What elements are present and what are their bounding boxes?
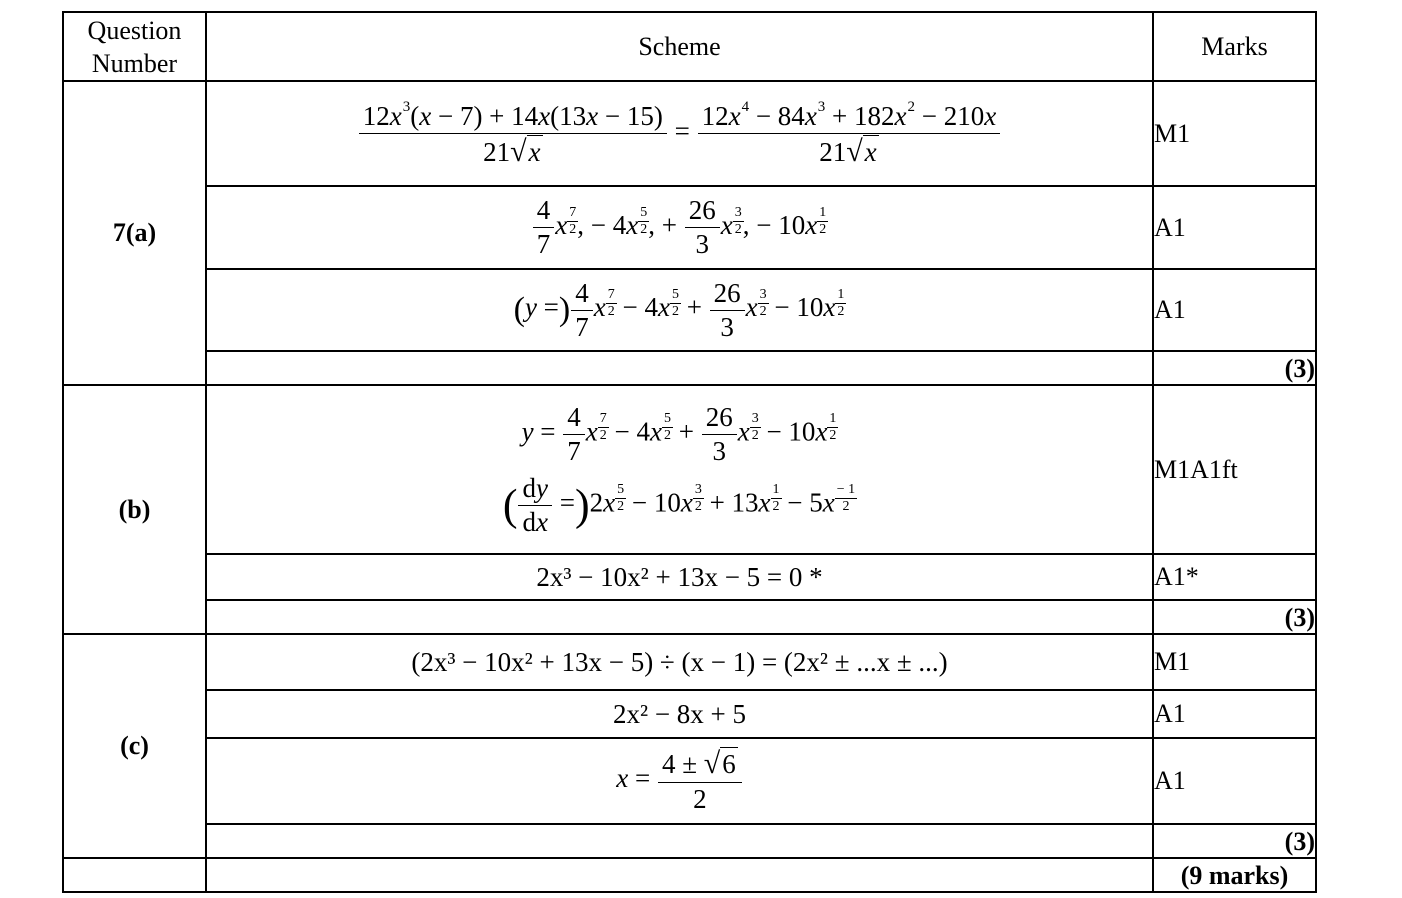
row-c2 — [63, 690, 1316, 738]
part-a-label: 7(a) — [63, 81, 206, 385]
total-a: (3) — [1153, 351, 1316, 385]
row-a2 — [63, 186, 1316, 269]
row-grand-total — [63, 858, 1316, 892]
mark-c1: M1 — [1153, 634, 1316, 690]
row-c-total — [63, 824, 1316, 858]
scheme-c1 — [206, 634, 1153, 690]
expression-c2: 2x² − 8x + 5 — [612, 698, 747, 729]
mark-a1: M1 — [1153, 81, 1316, 186]
scheme-a3 — [206, 269, 1153, 351]
header-row — [63, 12, 1316, 81]
expression-b2: ( $\frac{dy}{dx}$ =)2x $\frac{5}{2}$ − 10x $\frac{3}{2}$ + 13x $\frac{1}{2}$ − 5x $\frac{- 1}{2}$ — [502, 472, 856, 537]
row-a1 — [63, 81, 1316, 186]
row-a-total — [63, 351, 1316, 385]
mark-b1: M1A1ft — [1153, 385, 1316, 554]
marks-header: Marks — [1153, 12, 1316, 81]
scheme-c-blank — [206, 824, 1153, 858]
expression-b3: 2x³ − 10x² + 13x − 5 = 0 * — [536, 561, 823, 592]
grand-total: (9 marks) — [1153, 858, 1316, 892]
scheme-c3 — [206, 738, 1153, 824]
expression-c3: x = $\frac{4 \pm √6}{2}$ — [616, 763, 743, 793]
mark-scheme-table — [62, 11, 1317, 893]
expression-b1: y = $\frac{4}{7}$ x $\frac{7}{2}$ − 4x $\frac{5}{2}$ + $\frac{26}{3}$ x $\frac{3}{2}$ − 10x $\frac{1}{2}$ — [521, 401, 837, 466]
question-blank — [63, 858, 206, 892]
mark-c2: A1 — [1153, 690, 1316, 738]
row-b-total — [63, 600, 1316, 634]
scheme-b1 — [206, 385, 1153, 554]
expression-a3: (y =) $\frac{4}{7}$ x $\frac{7}{2}$ − 4x $\frac{5}{2}$ + $\frac{26}{3}$ x $\frac{3}{2}$ − 10x $\frac{1}{2}$ — [513, 277, 845, 342]
scheme-c2 — [206, 690, 1153, 738]
total-c: (3) — [1153, 824, 1316, 858]
part-c-label: (c) — [63, 634, 206, 858]
part-b-label: (b) — [63, 385, 206, 634]
scheme-total-blank — [206, 858, 1153, 892]
question-header-line1: Question — [87, 15, 182, 45]
scheme-b-blank — [206, 600, 1153, 634]
question-header-line2: Number — [91, 48, 178, 78]
mark-a2: A1 — [1153, 186, 1316, 269]
total-b: (3) — [1153, 600, 1316, 634]
row-b2 — [63, 554, 1316, 600]
row-c1 — [63, 634, 1316, 690]
row-a3 — [63, 269, 1316, 351]
scheme-a1 — [206, 81, 1153, 186]
scheme-a-blank — [206, 351, 1153, 385]
mark-c3: A1 — [1153, 738, 1316, 824]
expression-a2: $\frac{4}{7}$ x $\frac{7}{2}$ , − 4x $\frac{5}{2}$ , + $\frac{26}{3}$ x $\frac{3}{2}$ , − 10x $\frac{1}{2}$ — [532, 210, 827, 240]
scheme-a2 — [206, 186, 1153, 269]
expression-a1: $\frac{12x^3(x - 7) + 14x(13x - 15)}{21√x}$ = $\frac{12x^4 - 84x^3 + 182x^2 - 210x}{21√x}$ — [358, 116, 1001, 146]
row-b1 — [63, 385, 1316, 554]
mark-b2: A1* — [1153, 554, 1316, 600]
mark-a3: A1 — [1153, 269, 1316, 351]
question-number-header — [63, 12, 206, 81]
expression-c1: (2x³ − 10x² + 13x − 5) ÷ (x − 1) = (2x² ± ...x ± ...) — [411, 646, 948, 677]
scheme-b2 — [206, 554, 1153, 600]
row-c3 — [63, 738, 1316, 824]
scheme-header: Scheme — [206, 12, 1153, 81]
